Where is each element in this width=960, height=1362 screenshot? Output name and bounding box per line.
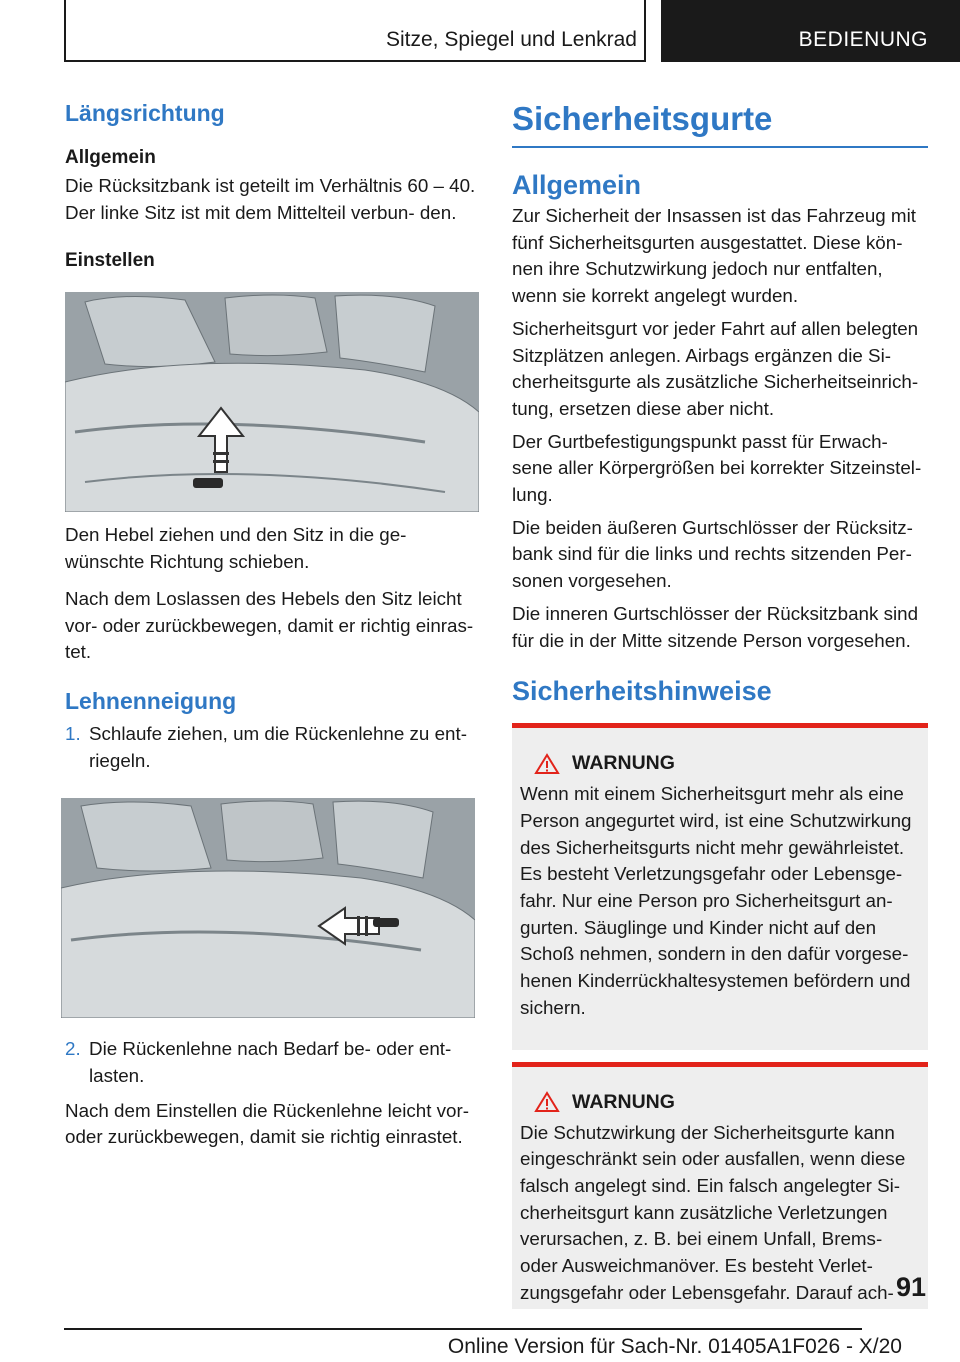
heading-sicherheitshinweise: Sicherheitshinweise bbox=[512, 676, 772, 707]
footer-online-version: Online Version für Sach-Nr. 01405A1F026 - X/20 bbox=[447, 1335, 902, 1358]
subheading-allgemein: Allgemein bbox=[65, 147, 156, 168]
warning-box-1 bbox=[512, 723, 928, 1049]
page-number: 91 bbox=[896, 1272, 927, 1302]
paragraph-hebel: Den Hebel ziehen und den Sitz in die ge‐ wünschte Richtung schieben. bbox=[65, 524, 407, 573]
warning-triangle-icon bbox=[534, 1091, 560, 1113]
subheading-einstellen: Einstellen bbox=[65, 250, 155, 272]
backrest-loop-illustration bbox=[61, 798, 475, 1018]
step-1 bbox=[65, 721, 479, 774]
warning-title-text: WARNUNG bbox=[572, 752, 675, 775]
header-chapter-tab[interactable] bbox=[661, 0, 960, 62]
paragraph-1: Zur Sicherheit der Insassen ist das Fahrzeug mit fünf Sicherheitsgurten ausgestattet. Diese kön‐ nen ihre Schutzwirkung jedoch nur entfalten, wenn sie korrekt angelegt wurden. bbox=[512, 205, 916, 307]
warning-title bbox=[520, 1091, 918, 1114]
paragraph-3: Der Gurtbefestigungspunkt passt für Erwach‐ sene aller Körpergrößen bei korrekter Sitzeinstel‐ lung. bbox=[512, 430, 922, 506]
warning-text: Die Schutzwirkung der Sicherheitsgurte kann eingeschränkt sein oder ausfallen, wenn diese falsch angelegt sind. Ein falsch angelegter Si‐ cherheitsgurt kann zusätzliche Verletzungen verursachen, z. B. bei einem Unfall, Brems- oder Ausweichmanöver. Es besteht Verlet‐ zungsgefahr oder Lebensgefahr. Darauf ach‐ bbox=[520, 1121, 906, 1303]
step-text: Schlaufe ziehen, um die Rückenlehne zu ent‐ riegeln. bbox=[89, 722, 467, 771]
header-section-title: Sitze, Spiegel und Lenkrad bbox=[385, 28, 637, 51]
step-number: 2. bbox=[65, 1038, 81, 1060]
footer-divider bbox=[64, 1328, 862, 1330]
right-column bbox=[512, 100, 928, 1309]
heading-lehnenneigung: Lehnenneigung bbox=[65, 687, 237, 714]
warning-box-2 bbox=[512, 1062, 928, 1309]
figure-backrest-loop bbox=[61, 798, 475, 1018]
warning-title bbox=[520, 752, 918, 775]
warning-title-text: WARNUNG bbox=[572, 1090, 675, 1113]
heading-sicherheitsgurte: Sicherheitsgurte bbox=[512, 100, 928, 148]
warning-text: Wenn mit einem Sicherheitsgurt mehr als eine Person angegurtet wird, ist eine Schutzwirkung des Sicherheitsgurts nicht mehr gewährleistet. Es besteht Verletzungsgefahr oder Lebensge‐ fahr. Nur eine Person pro Sicherheitsgurt an‐ gurten. Säuglinge und Kinder nicht auf den Schoß nehmen, sondern in den dafür vorgese‐ henen Kinderrückhaltesystemen befördern und sichern. bbox=[520, 783, 912, 1018]
seat-lever-illustration bbox=[65, 292, 479, 512]
left-column bbox=[65, 100, 479, 1161]
paragraph-2: Sicherheitsgurt vor jeder Fahrt auf allen belegten Sitzplätzen anlegen. Airbags ergänzen die Si‐ cherheitsgurte als zusätzliche Sicherheitseinrich‐ tung, ersetzen diese aber nicht. bbox=[512, 317, 919, 419]
paragraph-loslassen: Nach dem Loslassen des Hebels den Sitz leicht vor- oder zurückbewegen, damit er richtig einras‐ tet. bbox=[65, 587, 474, 663]
paragraph-einrastet: Nach dem Einstellen die Rückenlehne leicht vor- oder zurückbewegen, damit sie richtig einrastet. bbox=[65, 1099, 470, 1148]
step-text: Die Rückenlehne nach Bedarf be- oder ent‐ lasten. bbox=[89, 1038, 452, 1087]
heading-laengsrichtung: Längsrichtung bbox=[65, 100, 225, 126]
step-number: 1. bbox=[65, 722, 81, 744]
warning-triangle-icon bbox=[534, 753, 560, 775]
figure-seat-lever bbox=[65, 292, 479, 512]
chapter-label: BEDIENUNG bbox=[798, 28, 928, 51]
step-2 bbox=[65, 1036, 479, 1089]
paragraph-4: Die beiden äußeren Gurtschlösser der Rücksitz‐ bank sind für die links und rechts sitzenden Per‐ sonen vorgesehen. bbox=[512, 516, 913, 592]
paragraph-5: Die inneren Gurtschlösser der Rücksitzbank sind für die in der Mitte sitzende Person vorgesehen. bbox=[512, 602, 919, 651]
paragraph-allgemein: Die Rücksitzbank ist geteilt im Verhältnis 60 – 40. Der linke Sitz ist mit dem Mittelteil verbun‐ den. bbox=[65, 175, 476, 223]
heading-allgemein: Allgemein bbox=[512, 170, 642, 200]
